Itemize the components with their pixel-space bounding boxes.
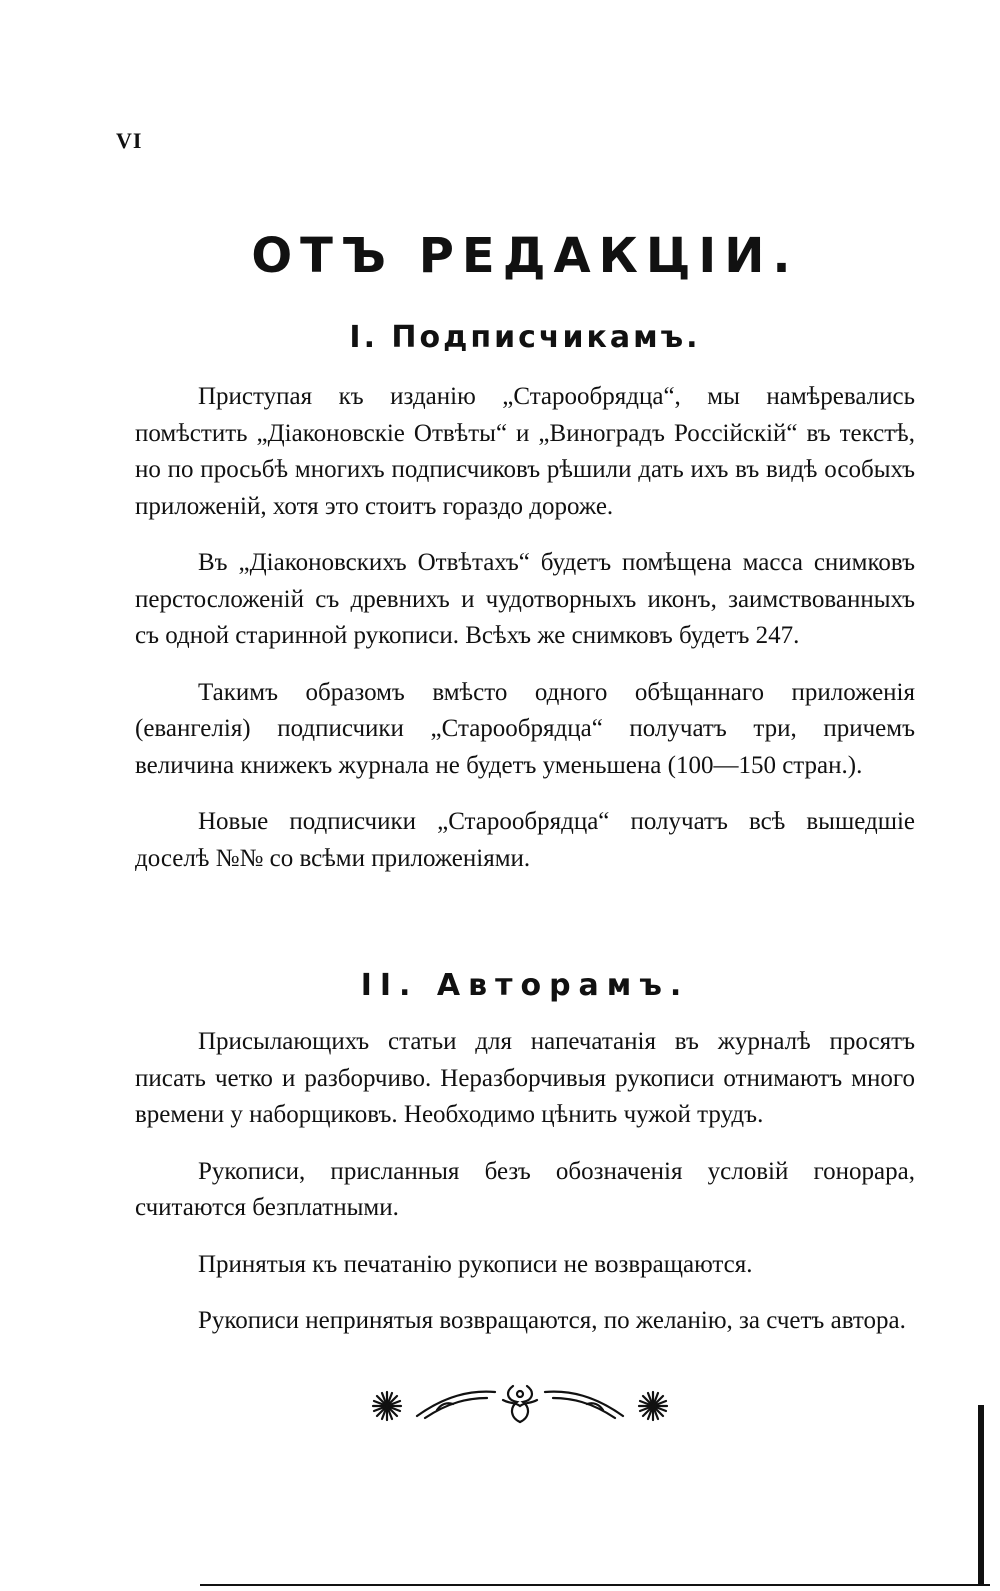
section-body-subscribers	[135, 379, 915, 897]
paragraph: Рукописи непринятыя возвращаются, по желанію, за счетъ автора.	[198, 1307, 906, 1334]
page-edge-bottom	[200, 1584, 990, 1586]
decorative-ornament-icon	[365, 1378, 675, 1428]
page-number: VI	[116, 128, 143, 153]
paragraph: Приступая къ изданію „Старообрядца“, мы намѣревались помѣстить „Діаконовскіе Отвѣты“ и „Виноградъ Россійскій“ въ текстѣ, но по просьбѣ многихъ подписчиковъ рѣшили дать ихъ въ видѣ особыхъ приложеній, хотя это стоитъ гораздо дороже.	[135, 383, 915, 520]
paragraph: Въ „Діаконовскихъ Отвѣтахъ“ будетъ помѣщена масса снимковъ перстосложеній съ древнихъ и чудотворныхъ иконъ, заимствованныхъ съ одной старинной рукописи. Всѣхъ же снимковъ будетъ 247.	[135, 549, 915, 649]
page-edge-right	[978, 1405, 984, 1585]
paragraph: Присылающихъ статьи для напечатанія въ журналѣ просятъ писать четко и разборчиво. Неразборчивыя рукописи отнимаютъ много времени у наборщиковъ. Необходимо цѣнить чужой трудъ.	[135, 1028, 915, 1128]
section-heading-authors: II. Авторамъ.	[360, 968, 690, 1003]
section-heading-subscribers: I. Подписчикамъ.	[349, 320, 701, 355]
paragraph: Такимъ образомъ вмѣсто одного обѣщаннаго приложенія (евангелія) подписчики „Старообрядца“ получатъ три, причемъ величина книжекъ журнала не будетъ уменьшена (100—150 стран.).	[135, 678, 915, 779]
paragraph: Новые подписчики „Старообрядца“ получатъ всѣ вышедшіе доселѣ №№ со всѣми приложеніями.	[135, 808, 915, 872]
section-body-authors	[135, 1024, 915, 1360]
paragraph: Рукописи, присланныя безъ обозначенія условій гонорара, считаются безплатными.	[135, 1157, 915, 1221]
page-title: ОТЪ РЕДАКЦIИ.	[251, 228, 799, 284]
paragraph: Принятыя къ печатанію рукописи не возвращаются.	[198, 1250, 753, 1278]
